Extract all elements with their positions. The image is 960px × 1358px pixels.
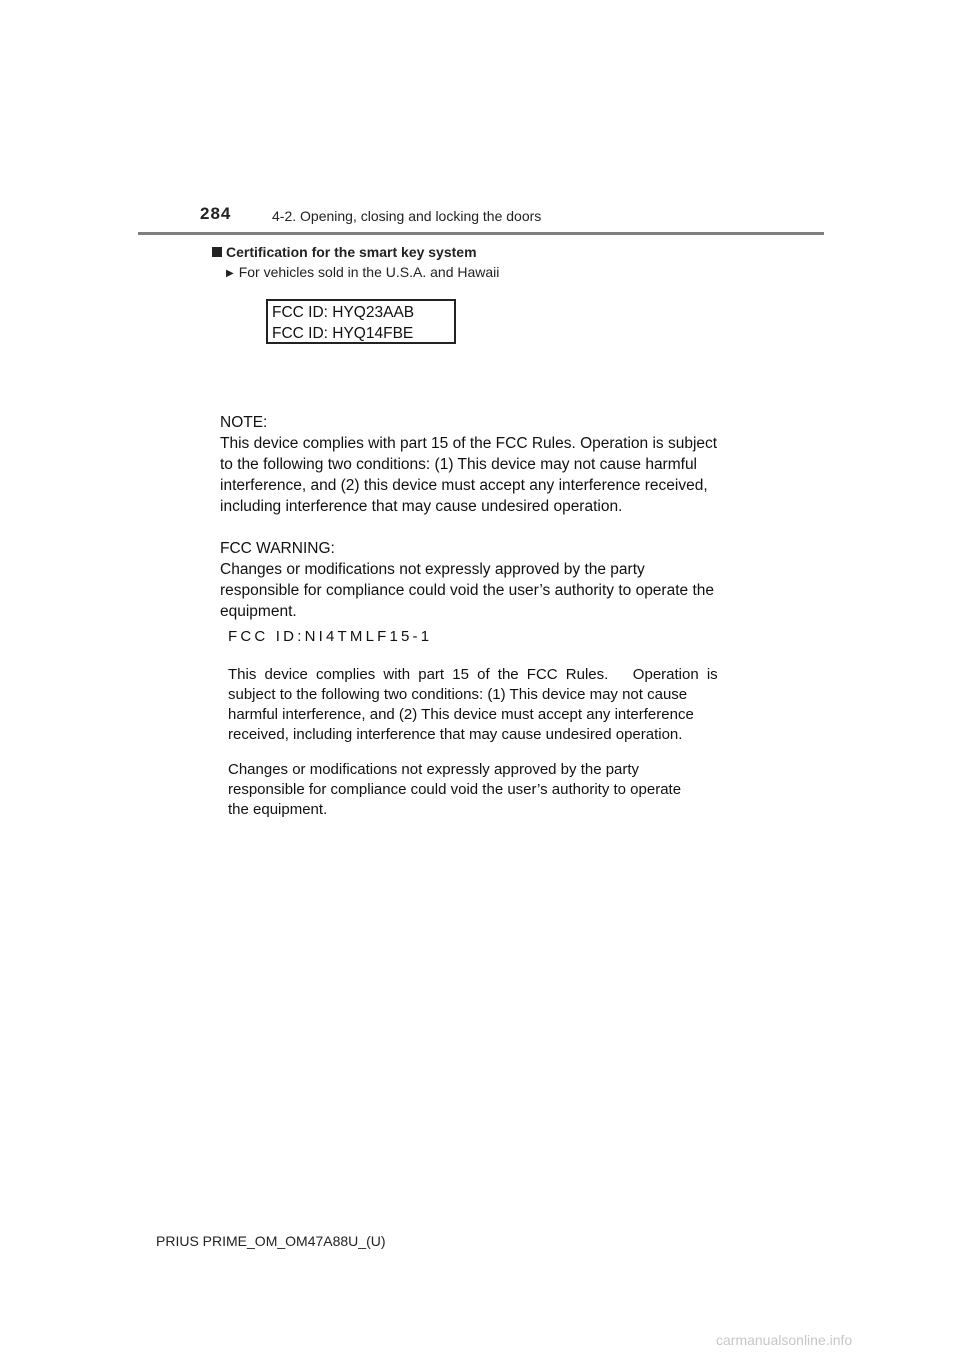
fcc-id-line: FCC ID: HYQ14FBE: [272, 325, 414, 342]
note-line: This device complies with part 15 of the FCC Rules. Operation is subject: [220, 435, 718, 452]
fcc-note-block: [220, 412, 750, 622]
header-divider: [138, 232, 824, 235]
notice-line: the equipment.: [228, 801, 328, 818]
note-line: interference, and (2) this device must accept any interference received,: [220, 477, 708, 494]
section-title: 4-2. Opening, closing and locking the doors: [272, 208, 542, 224]
note-line: including interference that may cause undesired operation.: [220, 498, 623, 515]
notice-line: harmful interference, and (2) This device must accept any interference: [228, 706, 694, 723]
triangle-right-icon: ▶: [226, 268, 234, 279]
notice-line: received, including interference that may cause undesired operation.: [228, 726, 683, 743]
fcc-notice-block: [228, 665, 728, 820]
notice-line: This device complies with part 15 of the FCC Rules. Operation is: [228, 666, 718, 683]
certification-heading-text: Certification for the smart key system: [226, 244, 477, 260]
certification-heading: [212, 244, 477, 260]
note-label: NOTE:: [220, 414, 268, 431]
warning-line: responsible for compliance could void the user’s authority to operate the: [220, 582, 714, 599]
watermark: carmanualsonline.info: [716, 1332, 853, 1348]
square-bullet-icon: [212, 247, 222, 257]
warning-line: equipment.: [220, 603, 297, 620]
warning-line: Changes or modifications not expressly approved by the party: [220, 561, 645, 578]
page-number: 284: [200, 204, 232, 223]
region-item-text: For vehicles sold in the U.S.A. and Hawaii: [238, 264, 500, 280]
region-item: [226, 264, 499, 280]
note-line: to the following two conditions: (1) This device may not cause harmful: [220, 456, 698, 473]
fcc-id-line: FCC ID: HYQ23AAB: [272, 304, 415, 321]
manual-code: PRIUS PRIME_OM_OM47A88U_(U): [156, 1233, 386, 1249]
fcc-id-label-box: [266, 299, 456, 344]
notice-line: responsible for compliance could void the user’s authority to operate: [228, 781, 682, 798]
warning-label: FCC WARNING:: [220, 540, 335, 557]
notice-line: Changes or modifications not expressly approved by the party: [228, 761, 640, 778]
fcc-id-second: FCC ID:NI4TMLF15-1: [228, 628, 433, 645]
notice-line: subject to the following two conditions: (1) This device may not cause: [228, 686, 688, 703]
